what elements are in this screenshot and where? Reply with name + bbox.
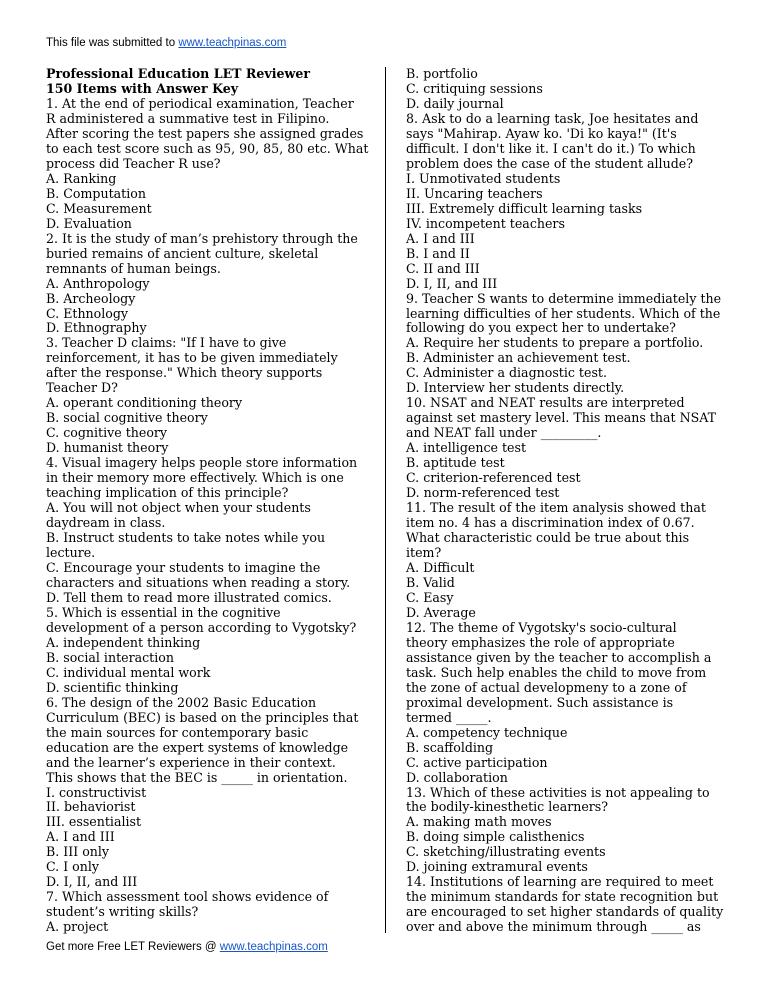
text-line: After scoring the test papers she assigned grades xyxy=(46,125,364,141)
text-line: B. III only xyxy=(46,844,110,860)
text-line: D. norm-referenced test xyxy=(406,485,560,501)
right-column xyxy=(406,67,726,935)
text-line: 2. It is the study of man’s prehistory through the xyxy=(46,230,358,246)
header-text: This file was submitted to xyxy=(46,37,179,49)
footer-text: Get more Free LET Reviewers @ xyxy=(46,941,220,953)
text-line: B. Computation xyxy=(46,185,146,201)
text-line: B. social interaction xyxy=(46,649,174,665)
document-title-line: Professional Education LET Reviewer xyxy=(46,66,311,81)
text-line: C. Easy xyxy=(406,589,454,605)
text-line: Teacher D? xyxy=(46,380,118,396)
text-line: learning difficulties of her students. Which of the xyxy=(406,305,721,321)
text-line: B. I and II xyxy=(406,245,470,261)
text-line: II. Uncaring teachers xyxy=(406,185,543,201)
text-line: Curriculum (BEC) is based on the principles that xyxy=(46,709,359,725)
text-line: 9. Teacher S wants to determine immediately the xyxy=(406,290,722,306)
text-line: A. project xyxy=(46,919,109,935)
text-line: the zone of actual developmeny to a zone of xyxy=(406,679,687,695)
page-footer xyxy=(46,941,328,953)
text-line: I. constructivist xyxy=(46,784,147,800)
text-line: the minimum standards for state recognition but xyxy=(406,889,719,905)
text-line: item? xyxy=(406,545,442,560)
text-line: D. Interview her students directly. xyxy=(406,380,625,396)
text-line: says "Mahirap. Ayaw ko. 'Di ko kaya!" (It's xyxy=(406,125,677,141)
text-line: B. doing simple calisthenics xyxy=(406,829,585,845)
text-line: D. I, II, and III xyxy=(406,275,498,291)
text-line: to each test score such as 95, 90, 85, 80 etc. What xyxy=(46,140,369,156)
text-line: A. Require her students to prepare a portfolio. xyxy=(406,335,704,351)
text-line: process did Teacher R use? xyxy=(46,155,221,171)
text-line: characters and situations when reading a story. xyxy=(46,574,351,590)
text-line: buried remains of ancient culture, skeletal xyxy=(46,245,319,261)
text-line: reinforcement, it has to be given immediately xyxy=(46,350,338,366)
text-line: B. portfolio xyxy=(406,66,478,81)
header-link[interactable]: www.teachpinas.com xyxy=(178,37,287,49)
text-line: over and above the minimum through _____ as xyxy=(406,919,701,935)
text-line: A. independent thinking xyxy=(46,634,201,650)
text-line: What characteristic could be true about this xyxy=(406,530,690,546)
text-line: 13. Which of these activities is not appealing to xyxy=(406,784,710,800)
text-line: C. active participation xyxy=(406,754,548,770)
text-line: and NEAT fall under _________. xyxy=(406,425,602,441)
text-line: task. Such help enables the child to move from xyxy=(406,664,707,680)
document-title-line: 150 Items with Answer Key xyxy=(46,80,239,96)
text-line: C. cognitive theory xyxy=(46,425,168,441)
text-line: against set mastery level. This means that NSAT xyxy=(406,410,717,426)
text-line: B. Administer an achievement test. xyxy=(406,350,631,366)
text-line: 8. Ask to do a learning task, Joe hesitates and xyxy=(406,110,699,126)
text-line: D. scientific thinking xyxy=(46,679,179,695)
text-line: B. Instruct students to take notes while you xyxy=(46,530,326,546)
text-line: proximal development. Such assistance is xyxy=(406,694,674,710)
text-line: A. making math moves xyxy=(406,814,552,830)
text-line: daydream in class. xyxy=(46,515,166,531)
text-line: III. Extremely difficult learning tasks xyxy=(406,200,643,216)
text-line: student’s writing skills? xyxy=(46,904,199,920)
text-line: C. Administer a diagnostic test. xyxy=(406,365,607,381)
text-line: C. I only xyxy=(46,859,100,875)
text-line: D. Evaluation xyxy=(46,215,132,231)
text-line: C. individual mental work xyxy=(46,664,211,680)
text-line: B. aptitude test xyxy=(406,455,505,471)
text-line: theory emphasizes the role of appropriate xyxy=(406,634,675,650)
text-line: B. scaffolding xyxy=(406,739,494,755)
text-line: problem does the case of the student allude? xyxy=(406,155,693,171)
text-line: 10. NSAT and NEAT results are interpreted xyxy=(406,395,685,411)
text-line: 6. The design of the 2002 Basic Education xyxy=(46,694,317,710)
text-line: A. I and III xyxy=(406,230,475,246)
text-line: D. Tell them to read more illustrated comics. xyxy=(46,589,332,605)
text-line: difficult. I don't like it. I can't do it.) To which xyxy=(406,140,696,156)
text-line: D. Average xyxy=(406,604,476,620)
text-line: II. behaviorist xyxy=(46,799,136,815)
text-line: 7. Which assessment tool shows evidence of xyxy=(46,889,329,905)
footer-link[interactable]: www.teachpinas.com xyxy=(219,941,328,953)
page-header xyxy=(46,37,286,49)
text-line: D. joining extramural events xyxy=(406,859,588,875)
text-line: 4. Visual imagery helps people store information xyxy=(46,455,358,471)
text-line: R administered a summative test in Filipino. xyxy=(46,110,330,126)
text-line: lecture. xyxy=(46,545,96,560)
text-line: item no. 4 has a discrimination index of 0.67. xyxy=(406,515,695,531)
text-line: D. daily journal xyxy=(406,95,504,111)
text-line: A. competency technique xyxy=(406,724,568,740)
text-line: C. Encourage your students to imagine the xyxy=(46,559,321,575)
text-line: 3. Teacher D claims: "If I have to give xyxy=(46,335,287,351)
text-line: A. You will not object when your students xyxy=(46,500,311,516)
text-line: D. collaboration xyxy=(406,769,508,785)
text-line: C. Measurement xyxy=(46,200,152,216)
text-line: A. Difficult xyxy=(406,559,475,575)
text-line: B. Archeology xyxy=(46,290,136,306)
text-line: the bodily-kinesthetic learners? xyxy=(406,799,609,815)
text-line: D. I, II, and III xyxy=(46,874,138,890)
text-line: in their memory more effectively. Which is one xyxy=(46,470,344,486)
text-line: C. critiquing sessions xyxy=(406,80,543,96)
text-line: C. criterion-referenced test xyxy=(406,470,581,486)
text-line: IV. incompetent teachers xyxy=(406,215,565,231)
text-line: C. II and III xyxy=(406,260,480,276)
text-line: development of a person according to Vygotsky? xyxy=(46,619,357,635)
text-line: 5. Which is essential in the cognitive xyxy=(46,604,281,620)
text-line: A. Anthropology xyxy=(46,275,150,291)
text-line: B. social cognitive theory xyxy=(46,410,208,426)
text-line: A. Ranking xyxy=(46,170,117,186)
text-line: I. Unmotivated students xyxy=(406,170,561,186)
text-line: III. essentialist xyxy=(46,814,142,830)
text-line: and the learner’s experience in their context. xyxy=(46,754,336,770)
text-line: assistance given by the teacher to accomplish a xyxy=(406,649,712,665)
text-line: 14. Institutions of learning are required to meet xyxy=(406,874,714,890)
left-column xyxy=(46,66,369,935)
text-line: 1. At the end of periodical examination, Teacher xyxy=(46,95,354,111)
text-line: D. humanist theory xyxy=(46,440,169,456)
text-line: the main sources for contemporary basic xyxy=(46,724,309,740)
text-line: 11. The result of the item analysis showed that xyxy=(406,500,706,516)
text-line: C. Ethnology xyxy=(46,305,129,321)
text-line: education are the expert systems of knowledge xyxy=(46,739,349,755)
text-line: following do you expect her to undertake? xyxy=(406,320,676,336)
text-line: A. operant conditioning theory xyxy=(46,395,243,411)
text-line: remnants of human beings. xyxy=(46,260,221,276)
text-line: A. I and III xyxy=(46,829,115,845)
text-line: A. intelligence test xyxy=(406,440,527,456)
text-line: termed _____. xyxy=(406,709,492,725)
text-line: B. Valid xyxy=(406,574,455,590)
text-line: are encouraged to set higher standards of quality xyxy=(406,904,724,920)
text-line: This shows that the BEC is _____ in orientation. xyxy=(46,769,348,785)
text-line: teaching implication of this principle? xyxy=(46,485,289,501)
text-line: after the response." Which theory supports xyxy=(46,365,323,381)
text-line: D. Ethnography xyxy=(46,320,147,336)
column-divider xyxy=(385,67,386,933)
text-line: 12. The theme of Vygotsky's socio-cultural xyxy=(406,619,677,635)
text-line: C. sketching/illustrating events xyxy=(406,844,606,860)
